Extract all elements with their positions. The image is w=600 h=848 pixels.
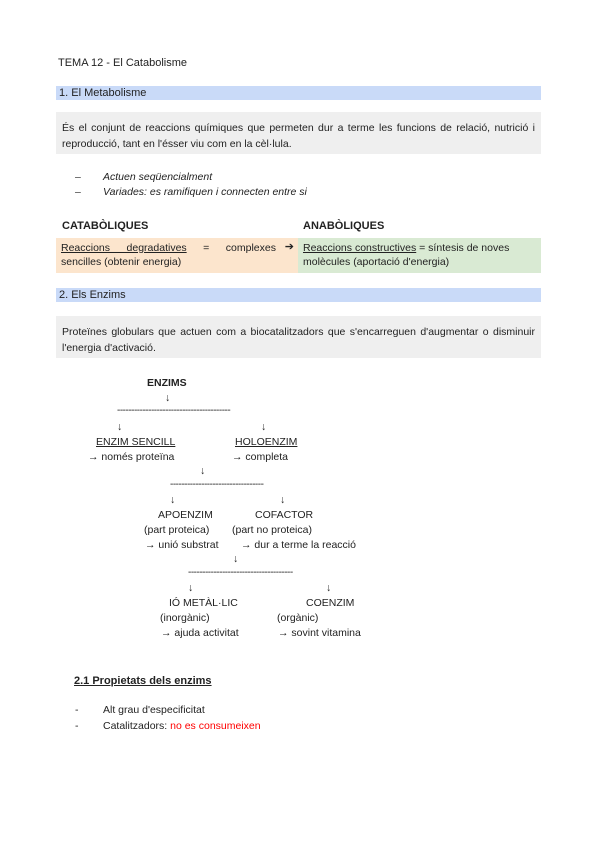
cofactor-label: COFACTOR <box>255 509 314 521</box>
down-arrow-icon: ↓ <box>280 494 286 506</box>
section-heading-enzims <box>56 288 541 302</box>
down-arrow-icon: ↓ <box>170 494 176 506</box>
enzim-sencill-note: → només proteïna <box>88 451 175 463</box>
coenzim-note: → sovint vitamina <box>278 627 361 639</box>
catabolic-heading: CATABÒLIQUES <box>62 220 149 232</box>
apoenzim-note: → unió substrat <box>145 539 219 551</box>
cofactor-sub: (part no proteica) <box>232 524 312 536</box>
section-heading-label: 1. El Metabolisme <box>59 87 147 99</box>
tree-connector: ---------------------------------------- <box>117 405 231 416</box>
bullet-list-metabolisme <box>75 170 307 200</box>
catabolic-term: Reaccions degradatives <box>61 242 187 254</box>
down-arrow-icon: ↓ <box>165 392 171 404</box>
tree-connector: ------------------------------------- <box>188 567 293 578</box>
coenzim-sub: (orgànic) <box>277 612 319 624</box>
definition-box-metabolisme <box>56 112 541 154</box>
section-heading-metabolisme <box>56 86 541 100</box>
anabolic-text: = síntesis de noves molècules (aportació d'energia) <box>303 242 510 268</box>
apoenzim-label: APOENZIM <box>158 509 213 521</box>
io-metallic-label: IÓ METÀL·LIC <box>169 597 238 609</box>
anabolic-term: Reaccions constructives <box>303 242 417 254</box>
section-heading-label: 2. Els Enzims <box>59 289 126 301</box>
down-arrow-icon: ↓ <box>326 582 332 594</box>
coenzim-label: COENZIM <box>306 597 355 609</box>
list-item: - Catalitzadors: no es consumeixen <box>75 719 261 732</box>
enzim-sencill-label: ENZIM SENCILL <box>96 436 176 448</box>
io-metallic-sub: (inorgànic) <box>160 612 210 624</box>
document-title: TEMA 12 - El Catabolisme <box>58 57 187 69</box>
list-item: – Variades: es ramifiquen i connecten entre si <box>75 186 307 198</box>
definition-text: És el conjunt de reaccions químiques que permeten dur a terme les funcions de relació, nutrició i reproducció, tant en l'ésser viu com en la cèl·lula. <box>62 122 535 150</box>
subsection-title: 2.1 Propietats dels enzims <box>74 675 212 687</box>
properties-list <box>75 703 261 734</box>
definition-text: Proteïnes globulars que actuen com a biocatalitzadors que s'encarreguen d'augmentar o disminuir l'energia d'activació. <box>62 326 535 354</box>
right-arrow-icon: ➔ <box>284 241 294 253</box>
down-arrow-icon: ↓ <box>117 421 123 433</box>
holoenzim-label: HOLOENZIM <box>235 436 298 448</box>
anabolic-heading: ANABÒLIQUES <box>303 220 385 232</box>
anabolic-box <box>298 238 541 273</box>
definition-box-enzims <box>56 316 541 358</box>
tree-connector: --------------------------------- <box>170 479 264 490</box>
list-item: - Alt grau d'especificitat <box>75 704 205 716</box>
down-arrow-icon: ↓ <box>200 465 206 477</box>
apoenzim-sub: (part proteica) <box>144 524 210 536</box>
highlight-text: no es consumeixen <box>170 719 261 732</box>
catabolic-text: = complexes sencilles (obtenir energia) <box>61 242 276 268</box>
io-metallic-note: → ajuda activitat <box>161 627 239 639</box>
down-arrow-icon: ↓ <box>233 553 239 565</box>
down-arrow-icon: ↓ <box>261 421 267 433</box>
list-item: – Actuen seqüencialment <box>75 171 213 183</box>
down-arrow-icon: ↓ <box>188 582 194 594</box>
cofactor-note: → dur a terme la reacció <box>241 539 356 551</box>
holoenzim-note: → completa <box>232 451 289 463</box>
catabolic-box <box>56 238 298 273</box>
tree-root: ENZIMS <box>147 377 187 389</box>
